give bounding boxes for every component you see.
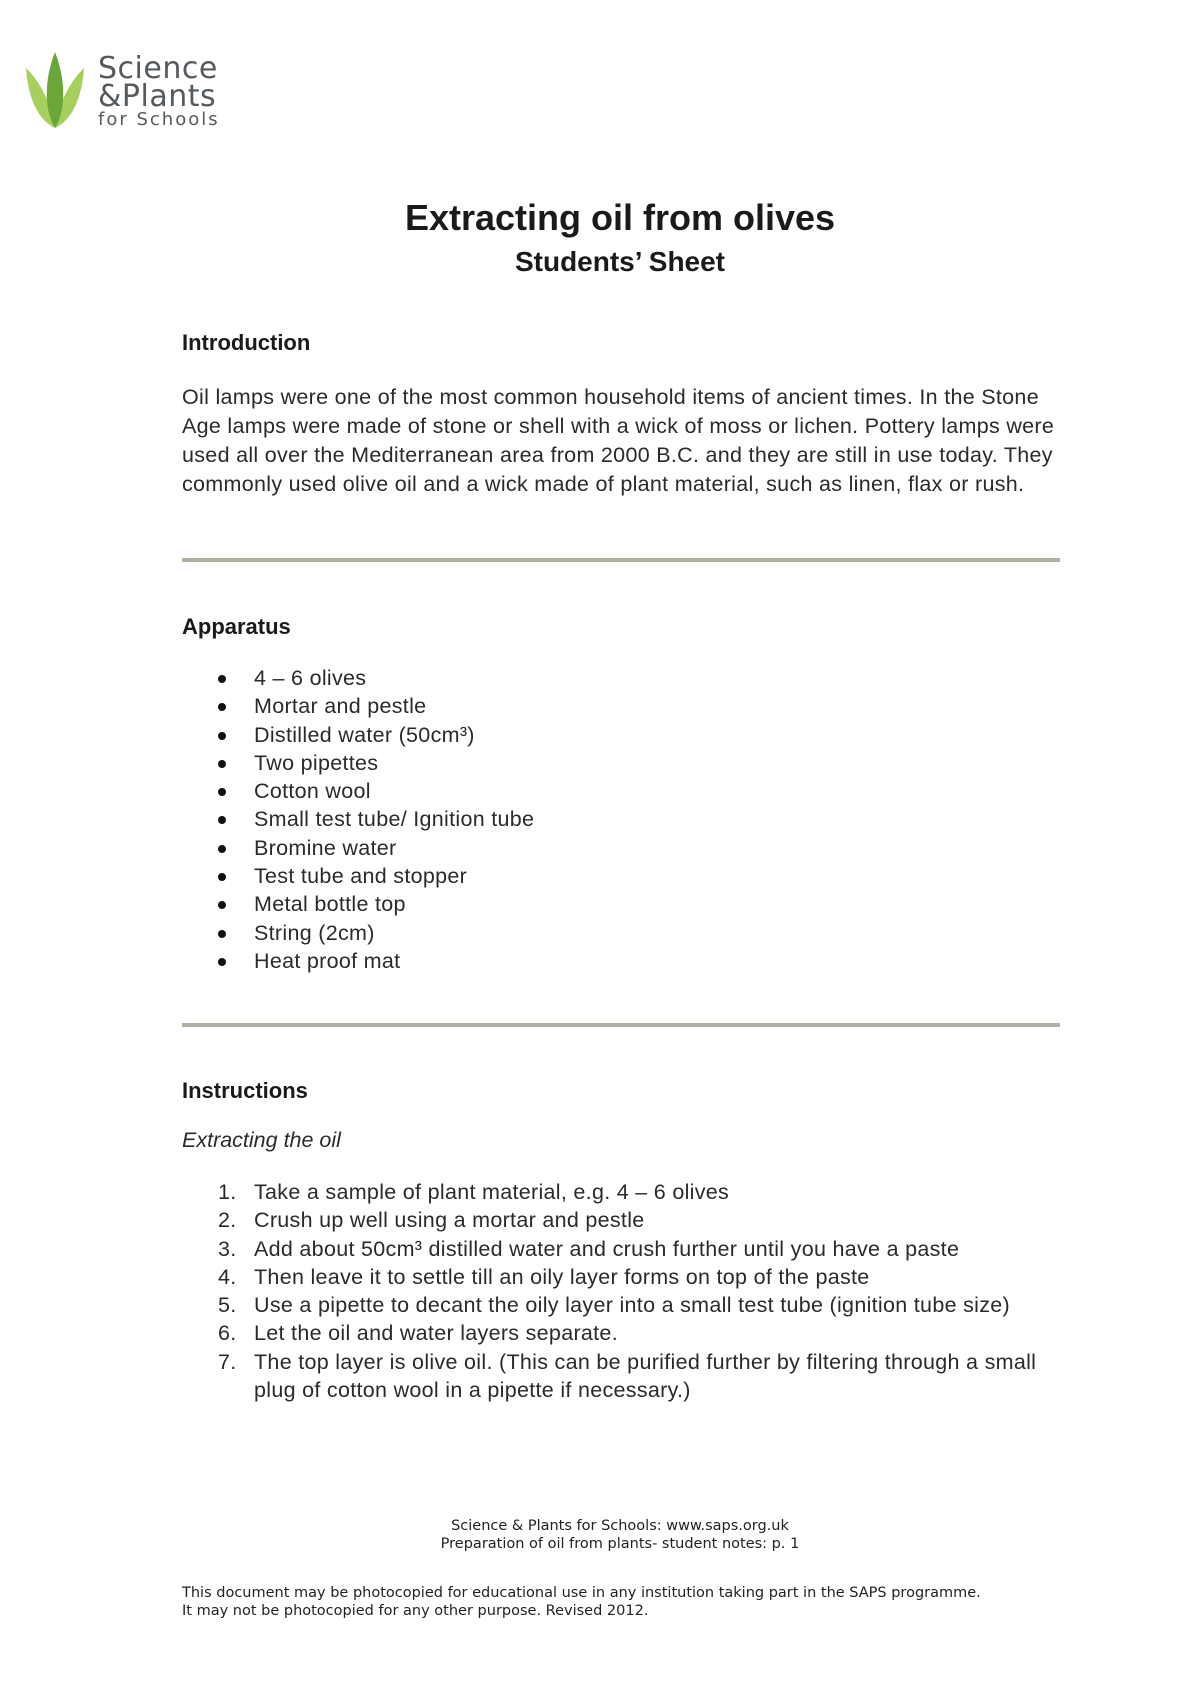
section-divider: [182, 558, 1060, 562]
list-item: 7. The top layer is olive oil. (This can be purified further by filtering through a small plug of cotton wool in a pipette if necessary.): [218, 1349, 1037, 1403]
list-item: Metal bottle top: [182, 890, 1062, 918]
bullet-icon: [218, 732, 226, 740]
instructions-subheading: Extracting the oil: [182, 1128, 341, 1152]
list-item: Mortar and pestle: [182, 692, 1062, 720]
instructions-steps: [182, 1178, 1062, 1404]
introduction-heading: Introduction: [182, 330, 311, 355]
bullet-icon: [218, 901, 226, 909]
list-item: Bromine water: [182, 834, 1062, 862]
list-item: 6. Let the oil and water layers separate.: [218, 1321, 618, 1346]
list-item: 4. Then leave it to settle till an oily layer forms on top of the paste: [218, 1264, 870, 1289]
logo-wordmark: [98, 50, 220, 129]
list-item: Heat proof mat: [182, 947, 1062, 975]
introduction-section: [182, 330, 1062, 499]
copyright-line-1: This document may be photocopied for educational use in any institution taking part in the SAPS programme.: [182, 1585, 981, 1601]
bullet-icon: [218, 845, 226, 853]
logo-line-schools: for Schools: [98, 109, 220, 130]
footer-site: Science & Plants for Schools: www.saps.org.uk: [451, 1518, 789, 1534]
list-item: 3. Add about 50cm³ distilled water and crush further until you have a paste: [218, 1236, 960, 1261]
list-item: Cotton wool: [182, 777, 1062, 805]
bullet-icon: [218, 675, 226, 683]
bullet-icon: [218, 788, 226, 796]
logo-line-science: Science: [98, 51, 218, 86]
saps-logo: [24, 50, 234, 134]
list-item: 1. Take a sample of plant material, e.g. 4 – 6 olives: [218, 1180, 730, 1204]
bullet-icon: [218, 873, 226, 881]
bullet-icon: [218, 930, 226, 938]
list-item: Distilled water (50cm³): [182, 721, 1062, 749]
bullet-icon: [218, 703, 226, 711]
page-footer: [0, 1517, 1200, 1553]
introduction-text: Oil lamps were one of the most common household items of ancient times. In the Stone Age lamps were made of stone or shell with a wick of moss or lichen. Pottery lamps were used all over the Mediterranean area from 2000 B.C. and they are still in use today. They commonly used olive oil and a wick made of plant material, such as linen, flax or rush.: [182, 385, 1055, 496]
apparatus-list: [182, 664, 1062, 975]
list-item: 4 – 6 olives: [182, 664, 1062, 692]
leaf-logo-icon: [24, 50, 86, 130]
instructions-heading: Instructions: [182, 1078, 308, 1103]
logo-line-plants: &Plants: [98, 79, 217, 114]
list-item: Test tube and stopper: [182, 862, 1062, 890]
list-item: 2. Crush up well using a mortar and pestle: [218, 1208, 645, 1233]
bullet-icon: [218, 760, 226, 768]
list-item: Two pipettes: [182, 749, 1062, 777]
copyright-line-2: It may not be photocopied for any other purpose. Revised 2012.: [182, 1603, 649, 1619]
section-divider: [182, 1023, 1060, 1027]
page-subtitle: Students’ Sheet: [514, 246, 726, 277]
list-item: 5. Use a pipette to decant the oily layer into a small test tube (ignition tube size): [218, 1293, 1010, 1318]
bullet-icon: [218, 816, 226, 824]
list-item: String (2cm): [182, 919, 1062, 947]
list-item: Small test tube/ Ignition tube: [182, 805, 1062, 833]
page-title: Extracting oil from olives: [404, 197, 836, 238]
bullet-icon: [218, 958, 226, 966]
apparatus-heading: Apparatus: [182, 614, 291, 639]
apparatus-section: [182, 614, 1062, 975]
footer-page: Preparation of oil from plants- student notes: p. 1: [440, 1536, 800, 1552]
instructions-section: [182, 1078, 1062, 1404]
copyright-notice: [182, 1584, 981, 1620]
